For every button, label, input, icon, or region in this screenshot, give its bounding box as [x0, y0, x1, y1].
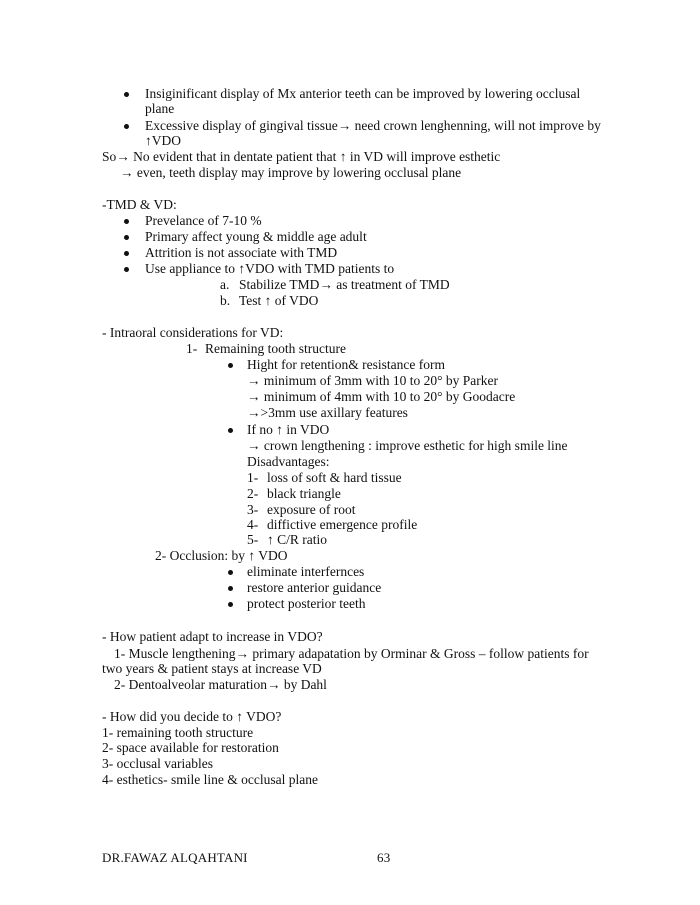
sub-marker: a. [220, 277, 230, 292]
sub-item: Test ↑ of VDO [239, 293, 319, 308]
disadvantage-item: loss of soft & hard tissue [267, 470, 402, 485]
bullet-text-continuation: plane [145, 101, 175, 116]
sub-item: Stabilize TMD→ as treatment of TMD [239, 277, 450, 292]
disadvantage-item: exposure of root [267, 502, 356, 517]
page-number: 63 [377, 850, 391, 865]
bullet-marker [124, 219, 129, 224]
disadvantages-label: Disadvantages: [247, 454, 330, 469]
bullet-text: Attrition is not associate with TMD [145, 245, 338, 260]
bullet-text: restore anterior guidance [247, 580, 382, 595]
disadvantage-item: diffictive emergence profile [267, 517, 418, 532]
sub-marker: b. [220, 293, 231, 308]
bullet-marker [124, 92, 129, 97]
bullet-text: eliminate interfernces [247, 564, 365, 579]
bullet-marker [124, 124, 129, 129]
detail-line: → crown lengthening : improve esthetic for high smile line [247, 438, 568, 453]
bullet-text: Primary affect young & middle age adult [145, 229, 367, 244]
bullet-marker [228, 363, 233, 368]
bullet-text-continuation: ↑VDO [145, 133, 181, 148]
section-heading: - Intraoral considerations for VD: [102, 325, 284, 340]
body-line: 1- Muscle lengthening→ primary adapatation by Orminar & Gross – follow patients for [114, 646, 589, 661]
bullet-marker [124, 267, 129, 272]
list-marker: 1- [247, 470, 259, 485]
list-item-title: 2- Occlusion: by ↑ VDO [155, 548, 288, 563]
section-heading: - How did you decide to ↑ VDO? [102, 709, 282, 724]
bullet-text: Prevelance of 7-10 % [145, 213, 262, 228]
bullet-text: If no ↑ in VDO [247, 422, 330, 437]
list-item: 2- space available for restoration [102, 740, 279, 755]
conclusion-line: So→ No evident that in dentate patient that ↑ in VD will improve esthetic [102, 149, 501, 164]
detail-line: → minimum of 3mm with 10 to 20° by Parker [247, 373, 499, 388]
list-item: 1- remaining tooth structure [102, 725, 254, 740]
bullet-marker [228, 586, 233, 591]
disadvantage-item: ↑ C/R ratio [267, 532, 327, 547]
bullet-marker [124, 251, 129, 256]
detail-line: →>3mm use axillary features [247, 405, 408, 420]
disadvantage-item: black triangle [267, 486, 341, 501]
bullet-marker [124, 235, 129, 240]
list-item: 4- esthetics- smile line & occlusal plane [102, 772, 318, 787]
bullet-text: Insiginificant display of Mx anterior teeth can be improved by lowering occlusal [145, 86, 581, 101]
list-marker: 2- [247, 486, 259, 501]
bullet-text: Excessive display of gingival tissue→ need crown lenghenning, will not improve by [145, 118, 601, 133]
bullet-marker [228, 570, 233, 575]
bullet-marker [228, 602, 233, 607]
conclusion-line: → even, teeth display may improve by lowering occlusal plane [120, 165, 462, 180]
body-line: 2- Dentoalveolar maturation→ by Dahl [114, 677, 327, 692]
list-marker: 1- [186, 341, 198, 356]
bullet-text: Use appliance to ↑VDO with TMD patients to [145, 261, 395, 276]
list-item: 3- occlusal variables [102, 756, 213, 771]
bullet-text: protect posterior teeth [247, 596, 366, 611]
list-marker: 3- [247, 502, 259, 517]
list-item-title: Remaining tooth structure [205, 341, 346, 356]
section-heading: - How patient adapt to increase in VDO? [102, 629, 323, 644]
bullet-text: Hight for retention& resistance form [247, 357, 445, 372]
bullet-marker [228, 428, 233, 433]
list-marker: 5- [247, 532, 259, 547]
footer-author: DR.FAWAZ ALQAHTANI [102, 850, 248, 865]
list-marker: 4- [247, 517, 259, 532]
body-line: two years & patient stays at increase VD [102, 661, 322, 676]
section-heading: -TMD & VD: [102, 197, 177, 212]
detail-line: → minimum of 4mm with 10 to 20° by Goodacre [247, 389, 516, 404]
